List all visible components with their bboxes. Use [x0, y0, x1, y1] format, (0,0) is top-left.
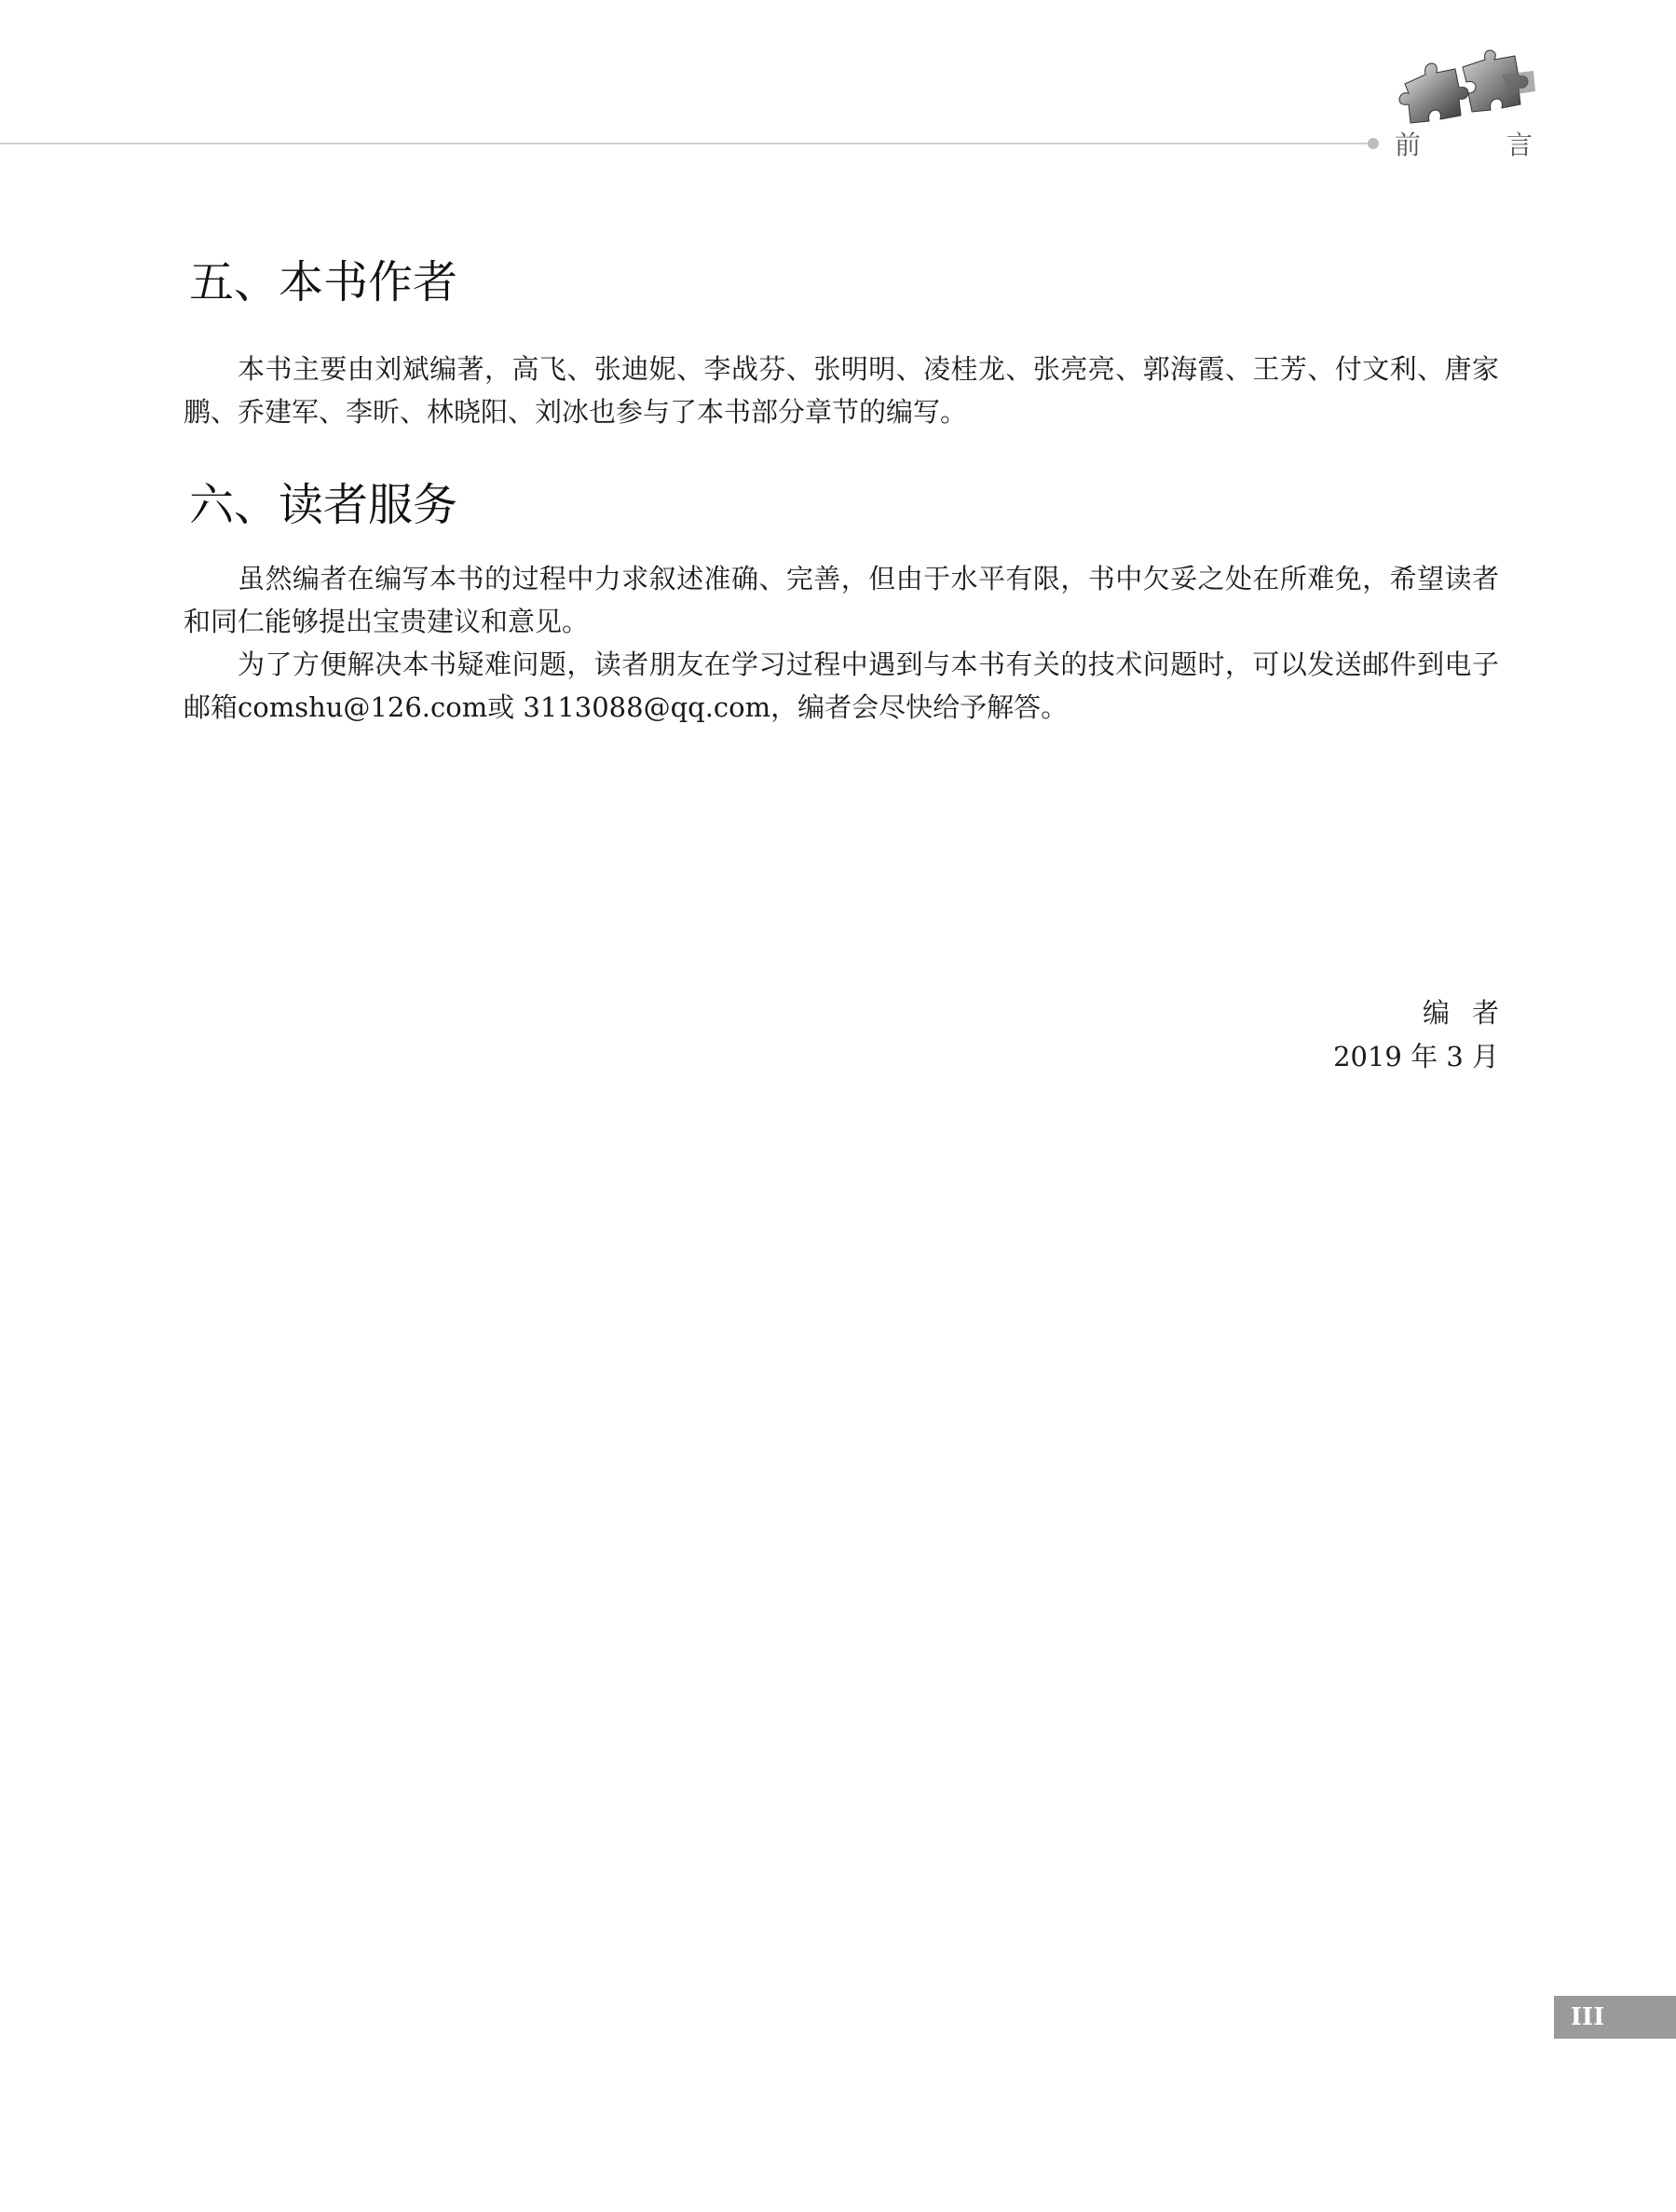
running-header-title: 前 言 — [1395, 130, 1563, 160]
section-heading-reader-service: 六、读者服务 — [189, 479, 458, 531]
header-rule — [0, 143, 1371, 144]
page-number: III — [1570, 2003, 1605, 2031]
signature-date: 2019 年 3 月 — [1333, 1041, 1499, 1072]
reader-service-paragraph-1: 虽然编者在编写本书的过程中力求叙述准确、完善，但由于水平有限，书中欠妥之处在所难免，希望读者和同仁能够提出宝贵建议和意见。 — [184, 563, 1499, 637]
reader-service-paragraph-2: 为了方便解决本书疑难问题，读者朋友在学习过程中遇到与本书有关的技术问题时，可以发送邮件到电子邮箱comshu@126.com或 3113088@qq.com，编者会尽快给予解答。 — [184, 649, 1499, 723]
puzzle-logo-icon — [1397, 47, 1537, 126]
section-heading-authors: 五、本书作者 — [189, 256, 458, 308]
page-number-tab — [1554, 1996, 1676, 2039]
authors-paragraph: 本书主要由刘斌编著，高飞、张迪妮、李战芬、张明明、凌桂龙、张亮亮、郭海霞、王芳、付文利、唐家鹏、乔建军、李昕、林晓阳、刘冰也参与了本书部分章节的编写。 — [184, 353, 1499, 428]
signature-author: 编者 — [1422, 997, 1521, 1029]
header-dot — [1368, 138, 1379, 149]
